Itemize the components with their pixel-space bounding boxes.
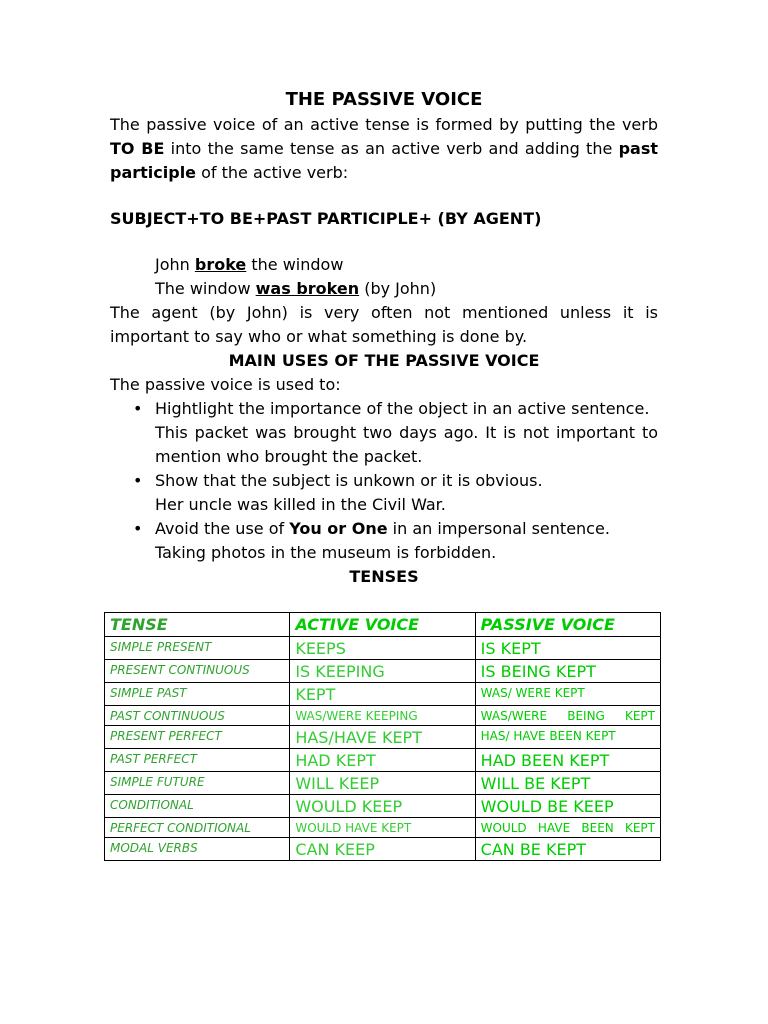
bullet-icon: •: [133, 519, 143, 538]
active-cell: HAS/HAVE KEPT: [290, 726, 475, 749]
intro-past-participle: past participle: [110, 139, 658, 182]
tense-cell: PERFECT CONDITIONAL: [105, 818, 290, 838]
uses-list: [110, 397, 658, 565]
table-row: [105, 795, 661, 818]
table-row: [105, 660, 661, 683]
list-item: [110, 469, 658, 517]
passive-cell: WILL BE KEPT: [475, 772, 660, 795]
uses-intro: The passive voice is used to:: [110, 375, 341, 394]
list-item: [110, 517, 658, 565]
passive-cell: HAD BEEN KEPT: [475, 749, 660, 772]
table-row: [105, 683, 661, 706]
tenses-title: TENSES: [349, 567, 419, 586]
active-cell: KEEPS: [290, 637, 475, 660]
table-header-row: [105, 613, 661, 637]
intro-text-2: into the same tense as an active verb and adding the: [164, 139, 619, 158]
active-cell: WAS/WERE KEEPING: [290, 706, 475, 726]
tense-cell: SIMPLE FUTURE: [105, 772, 290, 795]
active-cell: WILL KEEP: [290, 772, 475, 795]
table-row: [105, 706, 661, 726]
example-passive: [110, 277, 658, 301]
page-title: THE PASSIVE VOICE: [285, 89, 483, 110]
use-example: This packet was brought two days ago. It is not important to mention who brought the packet.: [155, 423, 658, 466]
use-text: Show that the subject is unkown or it is obvious.: [155, 471, 543, 490]
passive-cell: WAS/WERE BEING KEPT: [475, 706, 660, 726]
passive-cell: HAS/ HAVE BEEN KEPT: [475, 726, 660, 749]
bullet-icon: •: [133, 471, 143, 490]
tense-cell: PAST PERFECT: [105, 749, 290, 772]
intro-to-be: TO BE: [110, 139, 165, 158]
use-text: [155, 517, 658, 541]
example-passive-post: (by John): [359, 279, 437, 298]
active-cell: WOULD HAVE KEPT: [290, 818, 475, 838]
tense-cell: PAST CONTINUOUS: [105, 706, 290, 726]
table-row: [105, 772, 661, 795]
example-active: [110, 253, 658, 277]
intro-paragraph: [110, 113, 658, 185]
document-body: [110, 87, 658, 589]
example-passive-pre: The window: [155, 279, 256, 298]
passive-formula: SUBJECT+TO BE+PAST PARTICIPLE+ (BY AGENT): [110, 209, 542, 228]
passive-cell: WOULD HAVE BEEN KEPT: [475, 818, 660, 838]
tense-cell: SIMPLE PAST: [105, 683, 290, 706]
passive-cell: IS BEING KEPT: [475, 660, 660, 683]
table-row: [105, 838, 661, 861]
active-cell: HAD KEPT: [290, 749, 475, 772]
table-row: [105, 749, 661, 772]
active-cell: IS KEEPING: [290, 660, 475, 683]
table-row: [105, 818, 661, 838]
example-active-verb: broke: [194, 255, 247, 274]
active-cell: CAN KEEP: [290, 838, 475, 861]
header-passive: PASSIVE VOICE: [475, 613, 660, 637]
use-example: Taking photos in the museum is forbidden.: [155, 543, 497, 562]
intro-text-3: of the active verb:: [196, 163, 349, 182]
passive-cell: IS KEPT: [475, 637, 660, 660]
use-text-bold: You or One: [289, 519, 388, 538]
use-text-pre: Avoid the use of: [155, 519, 290, 538]
list-item: [110, 397, 658, 469]
tense-cell: PRESENT PERFECT: [105, 726, 290, 749]
intro-text-1: The passive voice of an active tense is formed by putting the verb: [110, 115, 658, 134]
example-active-post: the window: [246, 255, 344, 274]
example-active-pre: John: [155, 255, 195, 274]
example-passive-verb: was broken: [255, 279, 360, 298]
tense-cell: MODAL VERBS: [105, 838, 290, 861]
passive-cell: WOULD BE KEEP: [475, 795, 660, 818]
bullet-icon: •: [133, 399, 143, 418]
passive-cell: CAN BE KEPT: [475, 838, 660, 861]
tense-cell: SIMPLE PRESENT: [105, 637, 290, 660]
uses-heading: MAIN USES OF THE PASSIVE VOICE: [228, 351, 540, 370]
use-text: Hightlight the importance of the object in an active sentence.: [155, 399, 650, 418]
tenses-table: [104, 612, 661, 861]
agent-note: The agent (by John) is very often not mentioned unless it is important to say who or what something is done by.: [110, 303, 658, 346]
tense-cell: CONDITIONAL: [105, 795, 290, 818]
header-active: ACTIVE VOICE: [290, 613, 475, 637]
tense-cell: PRESENT CONTINUOUS: [105, 660, 290, 683]
passive-cell: WAS/ WERE KEPT: [475, 683, 660, 706]
active-cell: KEPT: [290, 683, 475, 706]
use-example: Her uncle was killed in the Civil War.: [155, 495, 446, 514]
table-row: [105, 726, 661, 749]
use-text-post: in an impersonal sentence.: [387, 519, 610, 538]
header-tense: TENSE: [105, 613, 290, 637]
active-cell: WOULD KEEP: [290, 795, 475, 818]
table-row: [105, 637, 661, 660]
